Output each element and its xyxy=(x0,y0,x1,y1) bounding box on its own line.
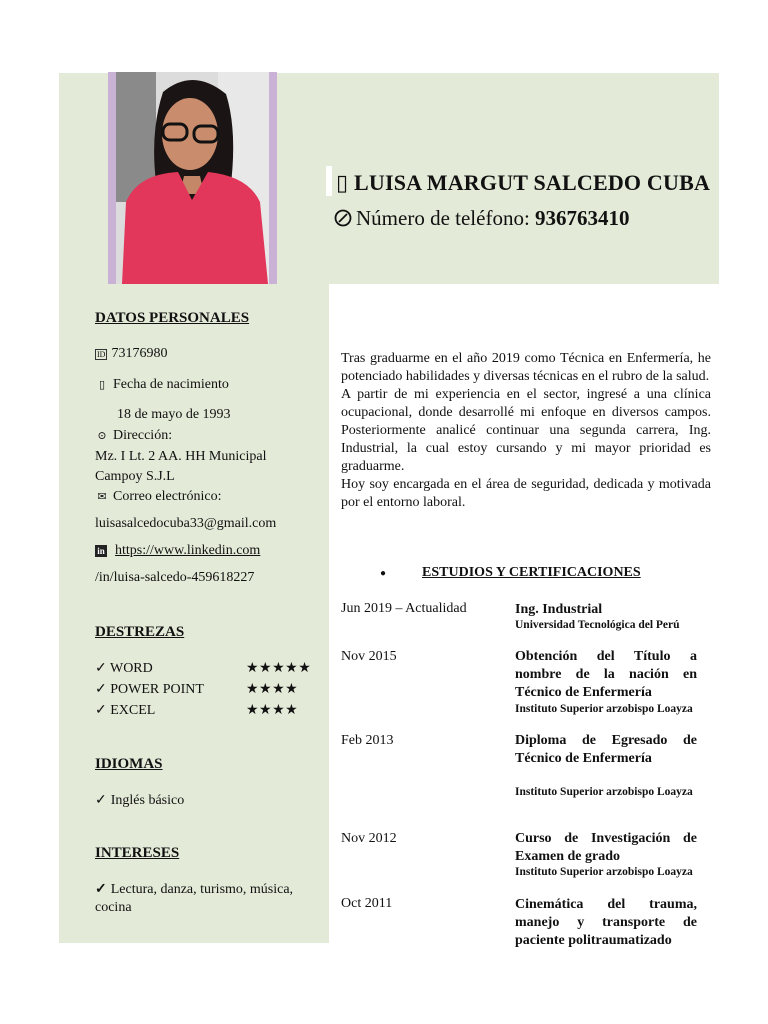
check-icon: ✓ xyxy=(95,661,110,676)
languages-title: IDIOMAS xyxy=(95,756,163,772)
skill-rating-stars: ★★★★ xyxy=(246,703,299,718)
edu-date: Jun 2019 – Actualidad xyxy=(341,601,467,616)
language-name: Inglés básico xyxy=(110,793,185,808)
email-label: Correo electrónico: xyxy=(113,489,222,504)
birth-label-line xyxy=(95,377,229,393)
edu-title: Curso de Investigación de Examen de grado xyxy=(515,831,697,864)
edu-institution: Universidad Tecnológica del Perú xyxy=(515,619,680,631)
edu-title: Obtención del Título a nombre de la nación en Técnico de Enfermería xyxy=(515,649,697,700)
skill-name: WORD xyxy=(109,661,153,676)
interests-line-2: cocina xyxy=(95,900,132,915)
edu-institution: Instituto Superior arzobispo Loayza xyxy=(515,786,693,798)
interests-line-1 xyxy=(95,881,293,898)
check-icon: ✓ xyxy=(95,703,111,718)
name-marker xyxy=(326,166,332,196)
skill-rating-stars: ★★★★ xyxy=(246,682,299,697)
linkedin-line xyxy=(95,543,260,559)
edu-title: Cinemática del trauma, manejo y transporte de paciente politraumatizado xyxy=(515,897,697,948)
edu-date: Nov 2015 xyxy=(341,649,397,664)
phone-number: 936763410 xyxy=(535,206,630,230)
skill-row xyxy=(95,702,310,719)
profile-photo xyxy=(108,72,277,284)
linkedin-link[interactable]: https://www.linkedin.com xyxy=(115,543,261,558)
phone-line xyxy=(334,206,630,231)
studies-section-title xyxy=(380,565,641,581)
dni-value: 73176980 xyxy=(111,346,168,361)
name-icon: ▯ xyxy=(336,170,349,195)
dni-line xyxy=(95,346,167,362)
address-line-1: Mz. I Lt. 2 AA. HH Municipal xyxy=(95,449,267,464)
summary-paragraph-2: A partir de mi experiencia en el sector, ingresé a una clínica ocupacional, donde desarrollé mi enfoque en diversos campos. Posteriormente analicé continuar una segunda carrera, Ing. Industrial, la cual estoy cursando y mi mayor prioridad es graduarme. xyxy=(341,387,711,474)
skill-rating-stars: ★★★★★ xyxy=(246,661,312,676)
profile-summary xyxy=(341,350,711,512)
skill-name: POWER POINT xyxy=(110,682,204,697)
phone-label: Número de teléfono: xyxy=(356,206,530,230)
edu-title: Ing. Industrial xyxy=(515,602,603,617)
edu-title: Diploma de Egresado de Técnico de Enfermería xyxy=(515,733,697,766)
edu-institution: Instituto Superior arzobispo Loayza xyxy=(515,703,693,715)
interests-text: Lectura, danza, turismo, música, xyxy=(110,882,294,897)
skills-title: DESTREZAS xyxy=(95,624,185,640)
skill-row xyxy=(95,681,310,698)
email-address[interactable]: luisasalcedocuba33@gmail.com xyxy=(95,516,277,531)
check-icon: ✓ xyxy=(95,793,107,808)
edu-date: Oct 2011 xyxy=(341,896,393,911)
calendar-icon: ▯ xyxy=(98,379,106,391)
location-icon: ⊙ xyxy=(97,430,107,442)
name-text: LUISA MARGUT SALCEDO CUBA xyxy=(354,170,711,195)
studies-title-text: ESTUDIOS Y CERTIFICACIONES xyxy=(422,565,641,580)
id-card-icon: ID xyxy=(97,350,106,359)
language-item xyxy=(95,792,184,809)
candidate-name xyxy=(326,166,710,196)
envelope-icon: ✉ xyxy=(97,491,107,503)
check-icon: ✓ xyxy=(95,882,107,897)
personal-data-title: DATOS PERSONALES xyxy=(95,310,250,326)
summary-paragraph-1: Tras graduarme en el año 2019 como Técnica en Enfermería, he potenciado habilidades y diversas técnicas en el rubro de la salud. xyxy=(341,351,711,384)
email-label-line xyxy=(95,489,221,505)
address-label: Dirección: xyxy=(113,428,173,443)
linkedin-icon: in xyxy=(95,545,107,557)
skill-name: EXCEL xyxy=(110,703,156,718)
address-label-line xyxy=(95,428,172,444)
interests-title: INTERESES xyxy=(95,845,180,861)
user-icon: ● xyxy=(380,568,387,579)
linkedin-path[interactable]: /in/luisa-salcedo-459618227 xyxy=(95,570,255,585)
skill-row xyxy=(95,660,310,677)
edu-date: Nov 2012 xyxy=(341,831,397,846)
check-icon: ✓ xyxy=(95,682,111,697)
birth-label: Fecha de nacimiento xyxy=(113,377,229,392)
phone-icon xyxy=(334,209,352,227)
address-line-2: Campoy S.J.L xyxy=(95,469,175,484)
birth-date: 18 de mayo de 1993 xyxy=(117,407,231,422)
edu-date: Feb 2013 xyxy=(341,733,394,748)
edu-institution: Instituto Superior arzobispo Loayza xyxy=(515,866,693,878)
summary-paragraph-3: Hoy soy encargada en el área de seguridad, dedicada y motivada por el entorno laboral. xyxy=(341,477,711,510)
